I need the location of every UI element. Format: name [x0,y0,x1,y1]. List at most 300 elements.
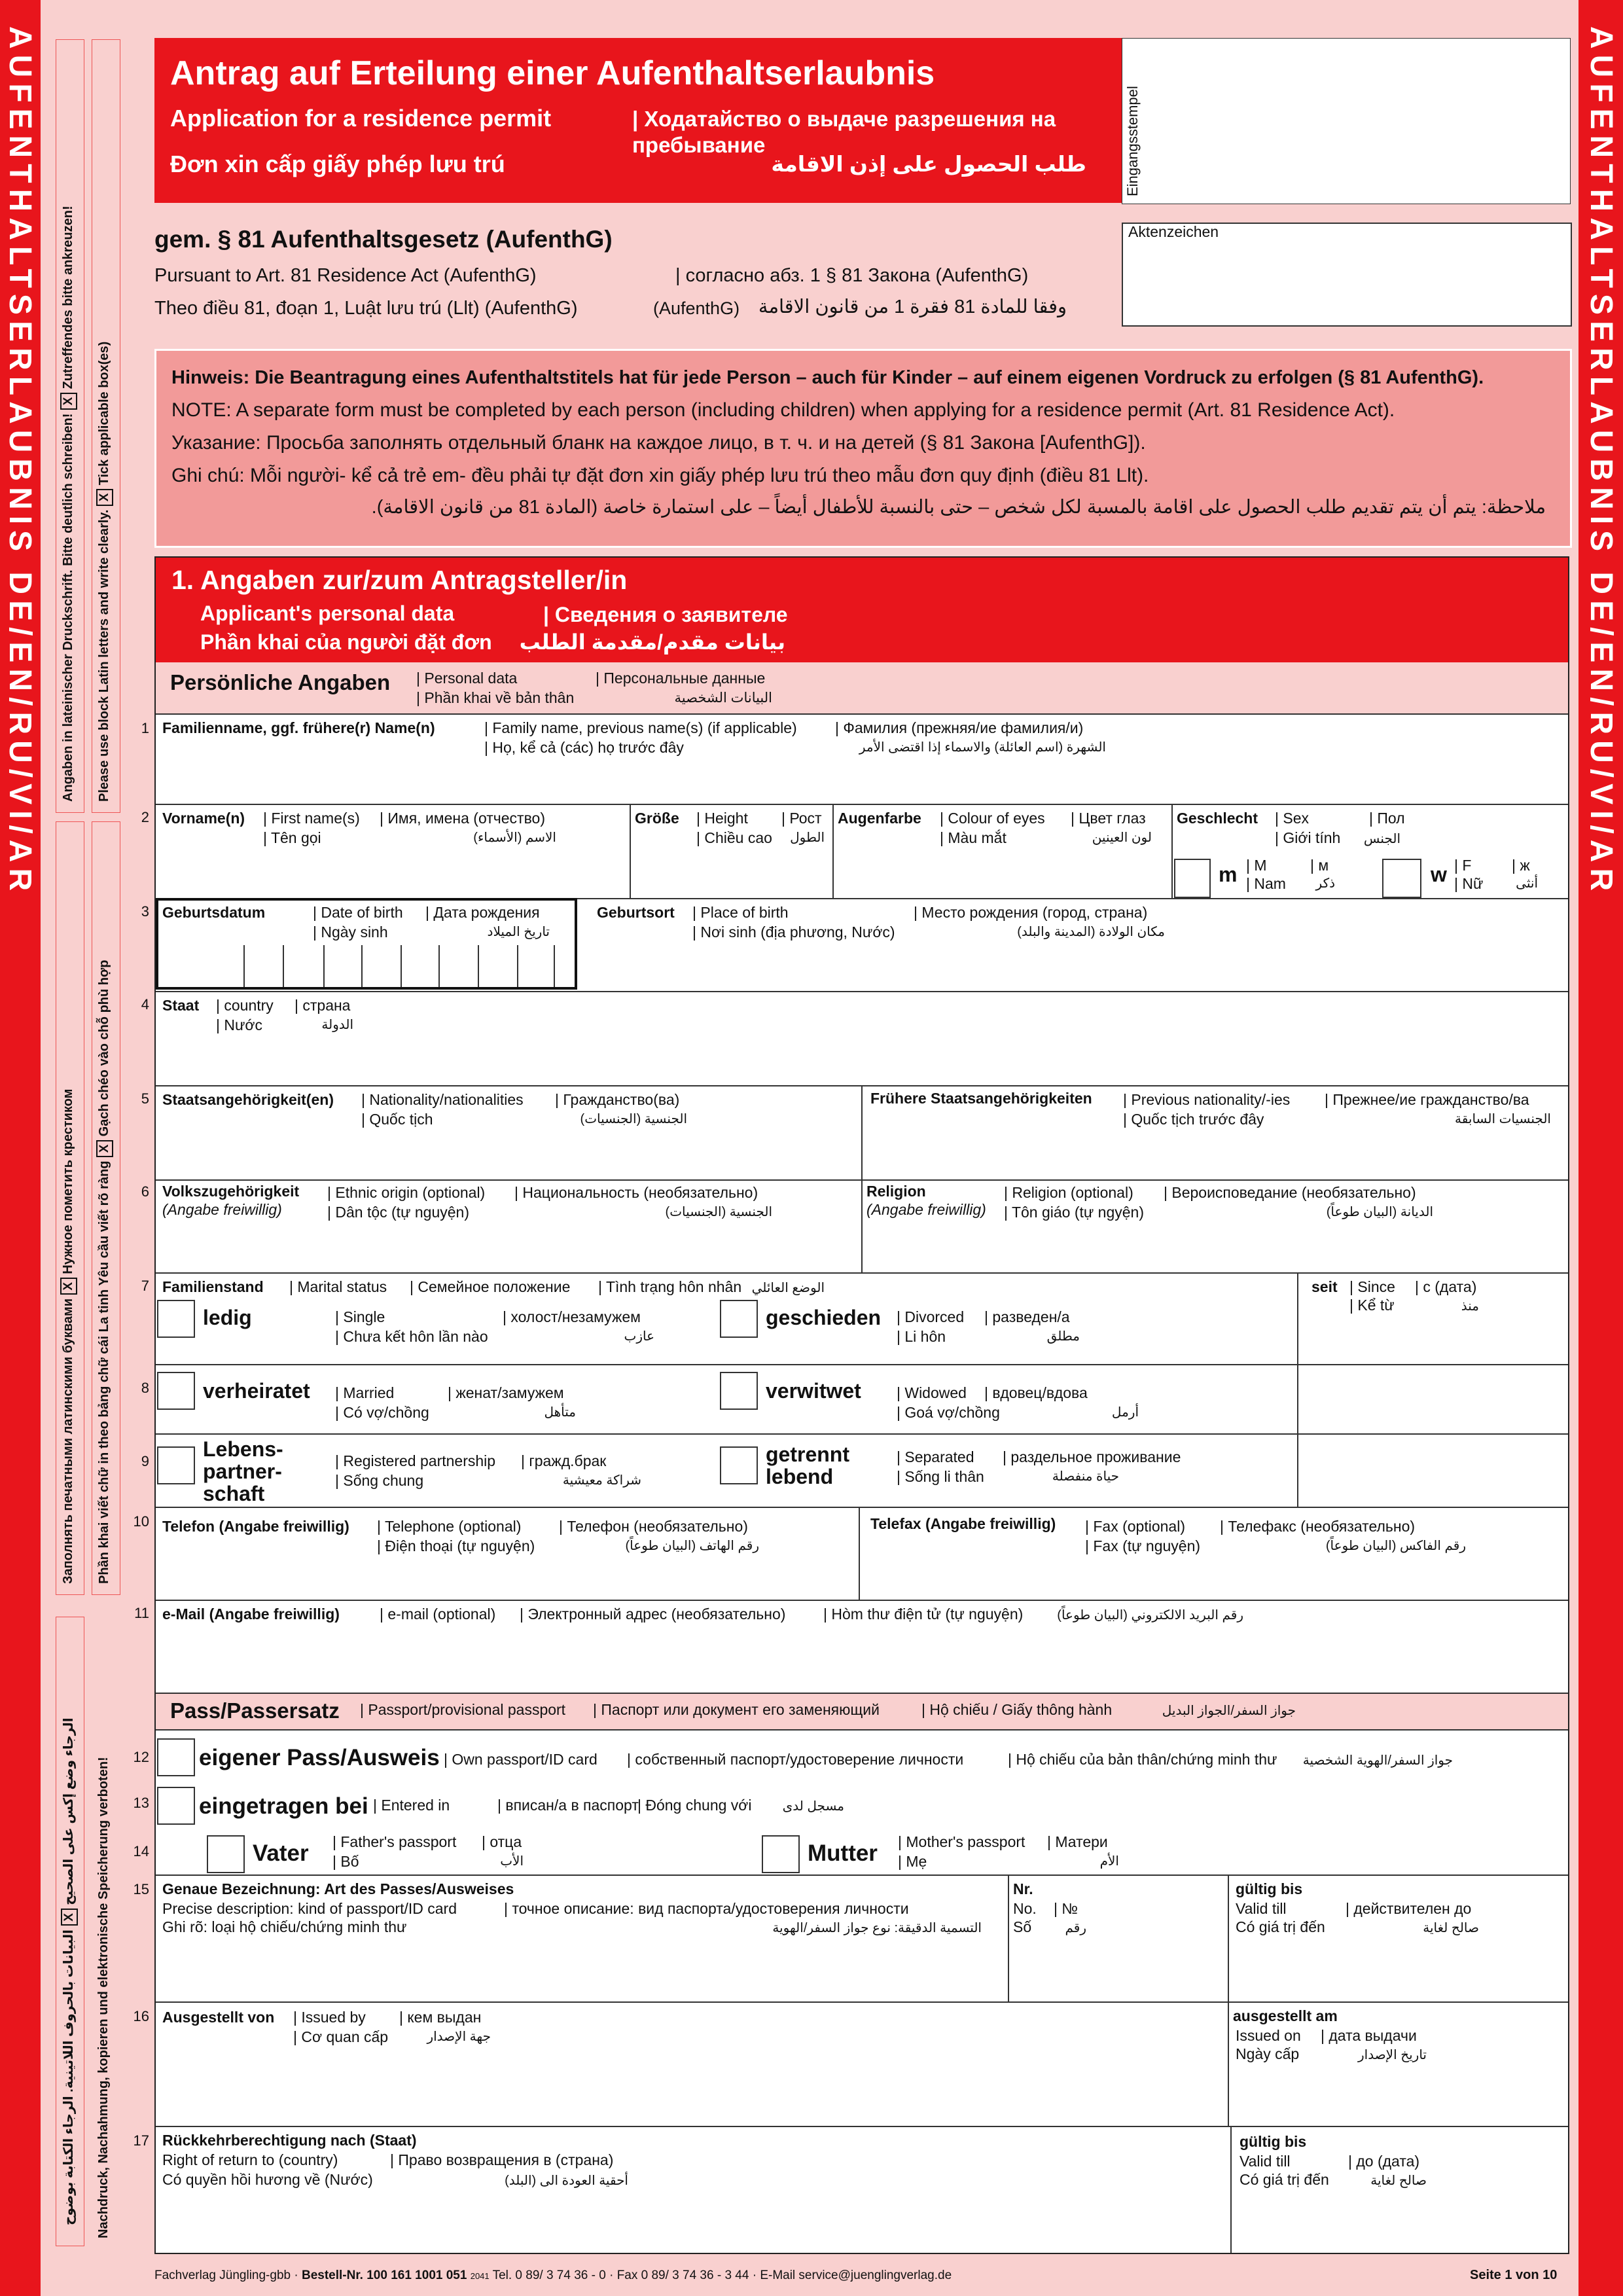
law-ar-ref: (AufenthG) [653,298,740,318]
passport-section-en: | Passport/provisional passport [360,1701,566,1718]
sex-female-vi: | Nữ [1454,875,1484,892]
col-divider [859,1507,860,1600]
row-divider [156,991,1568,992]
section1-title: 1. Angaben zur/zum Antragsteller/in [171,565,628,595]
issued-on-vi: Ngày cấp [1236,2045,1300,2062]
previous-nationality-label: Frühere Staatsangehörigkeiten [870,1090,1092,1107]
date-cell-tick [438,945,440,987]
father-ru: | отца [482,1833,522,1850]
footer-order-number: Bestell-Nr. 100 161 1001 051 [301,2269,467,2282]
place-of-birth-ar: مكان الولادة (المدينة والبلد) [1017,925,1165,939]
sex-male-en: | M [1246,857,1267,874]
date-of-birth-label: Geburtsdatum [162,904,266,921]
form-title-vi: Đơn xin cấp giấy phép lưu trú [170,151,505,177]
row-divider [156,713,1568,715]
note-de: Hinweis: Die Beantragung eines Aufenthaltstitels hat für jede Person – auch für Kinder – auf einem eigenen Vordruck zu erfolgen (§ 81 AufenthG). [171,367,1484,388]
col-divider [1228,1874,1229,2001]
form-title: Antrag auf Erteilung einer Aufenthaltserlaubnis [170,54,935,92]
country-label: Staat [162,997,200,1014]
nationality-vi: | Quốc tịch [361,1111,433,1128]
return-right-en: Right of return to (country) [162,2151,338,2168]
note-en: NOTE: A separate form must be completed by each person (including children) when applying for a residence permit (Art. 81 Residence Act). [171,399,1395,421]
first-name-label: Vorname(n) [162,810,245,827]
mother-ru: | Матери [1047,1833,1108,1850]
footer-publisher: Fachverlag Jüngling-gbb · [154,2269,298,2282]
entered-in-ru: | вписан/а в паспорт [497,1797,639,1814]
passport-number-ar: رقم [1065,1921,1086,1935]
eye-colour-ar: لون العينين [1092,831,1152,845]
fax-input[interactable] [861,1558,1565,1598]
single-en: | Single [335,1308,385,1325]
passport-valid-en: Valid till [1236,1900,1287,1917]
eye-colour-en: | Colour of eyes [940,810,1045,827]
return-valid-ru: | до (дата) [1348,2153,1420,2170]
issued-by-ar: جهة الإصدار [427,2030,491,2044]
col-divider [1230,2126,1232,2253]
sex-male-ar: ذكر [1315,876,1335,891]
return-right-input[interactable] [157,2193,1229,2251]
sex-label: Geschlecht [1177,810,1258,827]
passport-number-input[interactable] [1010,1941,1226,2000]
row-number: 10 [133,1513,149,1530]
sex-ru: | Пол [1369,810,1405,827]
return-valid-en: Valid till [1240,2153,1291,2170]
page-number: Seite 1 von 10 [1470,2268,1558,2282]
instruction-ar: الرجاء وضع إكس على الصحيح X البيانات بالحروف اللاتينية. الرجاء الكتابة بوضوح [60,1717,78,2225]
country-ar: الدولة [321,1018,353,1032]
sex-male-checkbox[interactable] [1174,859,1211,898]
row-divider [156,1600,1568,1601]
widowed-label: verwitwet [766,1379,861,1403]
family-name-label: Familienname, ggf. frühere(r) Name(n) [162,719,435,736]
col-divider [1008,1874,1009,2001]
divorced-ar: مطلق [1046,1329,1080,1344]
row-number: 3 [141,903,149,920]
married-ar: متأهل [544,1405,576,1420]
passport-number-label: Nr. [1013,1880,1033,1897]
religion-label: Religion [866,1183,926,1200]
own-passport-ar: جواز السفر/الهوية الشخصية [1302,1753,1453,1768]
separated-ar: حياة منفصلة [1052,1469,1119,1484]
sex-male-letter: m [1219,863,1238,886]
separated-vi: | Sống li thân [897,1468,984,1485]
instruction-de: Angaben in lateinischer Druckschrift. Bitte deutlich schreiben! X Zutreffendes bitte ankreuzen! [60,206,77,802]
instruction-en: Please use block Latin letters and write clearly. X Tick applicable box(es) [96,342,113,802]
own-passport-checkbox[interactable] [157,1738,195,1776]
religion-sub: (Angabe freiwillig) [866,1201,986,1218]
nationality-en: | Nationality/nationalities [361,1091,524,1108]
row-number: 11 [134,1605,149,1621]
note-vi: Ghi chú: Mỗi người- kể cả trẻ em- đều phải tự đặt đơn xin giấy phép lưu trú theo mẫu đơn quy định (điều 81 Llt). [171,465,1149,486]
law-ar: وفقا للمادة 81 فقرة 1 من قانون الاقامة [758,296,1067,317]
row-divider [156,2001,1568,2003]
row-number: 15 [133,1881,149,1897]
return-valid-input[interactable] [1233,2193,1565,2251]
issued-on-label: ausgestellt am [1233,2007,1338,2024]
row-number: 17 [133,2132,149,2149]
law-vi: Theo điều 81, đoạn 1, Luật lưu trú (Llt) (AufenthG) [154,298,578,319]
row-number: 12 [133,1749,149,1765]
personal-data-en: | Personal data [416,670,518,687]
left-edge-title: AUFENTHALTSERLAUBNIS DE/EN/RU/VI/AR [3,26,37,897]
country-input[interactable] [157,1038,1564,1083]
section1-en: Applicant's personal data [200,601,455,625]
footer-code: 2041 [470,2271,490,2281]
row-number: 14 [133,1843,149,1859]
row-divider [156,2126,1568,2127]
ethnic-origin-label: Volkszugehörigkeit [162,1183,300,1200]
passport-type-label: Genaue Bezeichnung: Art des Passes/Ausweises [162,1880,514,1897]
ethnic-origin-input[interactable] [157,1225,860,1270]
nationality-label: Staatsangehörigkeit(en) [162,1091,334,1108]
own-passport-vi: | Hộ chiếu của bản thân/chứng minh thư [1008,1751,1277,1768]
telephone-ru: | Телефон (необязательно) [559,1518,748,1535]
sex-female-ru: | ж [1512,857,1530,874]
telephone-en: | Telephone (optional) [377,1518,522,1535]
place-of-birth-en: | Place of birth [692,904,789,921]
married-vi: | Có vợ/chồng [335,1404,429,1421]
marital-status-en: | Marital status [289,1278,387,1295]
col-divider [1297,1272,1298,1507]
return-right-ar: أحقية العودة الى (البلد) [505,2174,628,2188]
issued-by-en: | Issued by [293,2009,366,2026]
date-cell-tick [517,945,518,987]
mother-en: | Mother's passport [898,1833,1026,1850]
family-name-ru: | Фамилия (прежняя/ие фамилия/и) [835,719,1084,736]
sex-vi: | Giới tính [1275,829,1341,846]
since-ar: منذ [1461,1299,1479,1314]
religion-input[interactable] [863,1225,1565,1270]
entered-in-vi: | Đóng chung với [637,1797,752,1814]
section1-vi: Phần khai của người đặt đơn [200,630,492,654]
married-label: verheiratet [203,1379,310,1403]
ethnic-origin-sub: (Angabe freiwillig) [162,1201,282,1218]
religion-ar: الديانة (البيان طوعاً) [1326,1205,1433,1219]
divorced-vi: | Li hôn [897,1328,946,1345]
date-cell-tick [554,945,555,987]
separated-checkbox[interactable] [720,1446,758,1484]
divorced-label: geschieden [766,1306,882,1329]
own-passport-en: | Own passport/ID card [444,1751,597,1768]
widowed-checkbox[interactable] [720,1372,758,1410]
return-right-ru: | Право возвращения в (страна) [390,2151,614,2168]
mother-label: Mutter [808,1840,878,1866]
since-input[interactable] [1300,1318,1565,1505]
widowed-en: | Widowed [897,1384,967,1401]
row-divider [156,804,1568,805]
passport-type-ar: التسمية الدقيقة: نوع جواز السفر/الهوية [772,1921,982,1935]
email-en: | e-mail (optional) [380,1605,496,1623]
nationality-ar: الجنسية (الجنسيات) [580,1112,687,1126]
since-ru: | с (дата) [1415,1278,1477,1295]
entered-in-en: | Entered in [373,1797,450,1814]
law-en: Pursuant to Art. 81 Residence Act (AufenthG) [154,265,537,286]
issued-on-ru: | дата выдачи [1321,2027,1417,2044]
divorced-ru: | разведен/а [984,1308,1070,1325]
return-right-label: Rückkehrberechtigung nach (Staat) [162,2132,417,2149]
return-valid-vi: Có giá trị đến [1240,2171,1329,2188]
sex-ar: الجنس [1363,832,1400,846]
fax-ru: | Телефакс (необязательно) [1220,1518,1416,1535]
marital-status-ru: | Семейное положение [410,1278,571,1295]
telephone-label: Telefon (Angabe freiwillig) [162,1518,349,1535]
file-number-label: Aktenzeichen [1128,223,1219,240]
email-label: e-Mail (Angabe freiwillig) [162,1605,340,1623]
eye-colour-vi: | Màu mắt [940,829,1007,846]
marital-status-ar: الوضع العائلي [751,1281,825,1295]
note-ar: ملاحظة: يتم أن يتم تقديم طلب الحصول على اقامة بالمسبة لكل شخص – حتى بالنسبة للأطفال أيضاً – على استمارة خاصة (المادة 81 من قانون الاقامة). [371,497,1546,518]
first-name-input[interactable] [157,851,628,895]
religion-ru: | Вероисповедание (необязательно) [1164,1184,1416,1201]
telephone-ar: رقم الهاتف (البيان طوعاً) [625,1539,759,1553]
stamp-box [1122,38,1571,204]
passport-number-vi: Số [1013,1918,1032,1935]
father-passport-checkbox[interactable] [207,1835,245,1873]
row-number: 9 [141,1453,149,1469]
single-vi: | Chưa kết hôn lần nào [335,1328,488,1345]
date-of-birth-vi: | Ngày sinh [313,924,388,941]
first-name-ru: | Имя, имена (отчество) [380,810,545,827]
sex-female-checkbox[interactable] [1382,859,1421,898]
passport-number-ru: | № [1054,1900,1079,1917]
previous-nationality-ru: | Прежнее/ие гражданство/ва [1325,1091,1529,1108]
form-title-en: Application for a residence permit [170,105,552,132]
father-ar: الأب [500,1854,524,1869]
section1-ar: بيانات مقدم/مقدمة الطلب [519,630,785,654]
email-ru: | Электронный адрес (необязательно) [520,1605,786,1623]
single-label: ledig [203,1306,252,1329]
personal-data-ru: | Персональные данные [596,670,766,687]
passport-valid-label: gültig bis [1236,1880,1303,1897]
separated-label-2: lebend [766,1465,834,1488]
partnership-ru: | гражд.брак [521,1452,607,1469]
widowed-ar: أرمل [1111,1405,1139,1420]
date-cell-tick [283,945,284,987]
copy-notice: Nachdruck, Nachahmung, kopieren und elektronische Speicherung verboten! [96,1757,111,2238]
footer-contact: Tel. 0 89/ 3 74 36 - 0 · Fax 0 89/ 3 74 36 - 3 44 · E-Mail service@juenglingverlag.de [492,2269,952,2282]
passport-section-ar: جواز السفر/الجواز البديل [1162,1704,1296,1718]
issued-by-vi: | Cơ quan cấp [293,2028,389,2045]
partnership-label-2: partner- [203,1460,282,1483]
return-valid-ar: صالح لغاية [1370,2174,1427,2188]
separated-ru: | раздельное проживание [1003,1448,1181,1465]
partnership-checkbox[interactable] [157,1446,195,1484]
instruction-vi: Phần khai viết chữ in theo bảng chữ cái La tinh Yêu cầu viết rõ ràng X Gạch chéo vào chỗ phù hợp [96,960,113,1584]
since-label: seit [1311,1278,1338,1295]
height-ru: | Рост [781,810,822,827]
issued-on-en: Issued on [1236,2027,1301,2044]
sex-female-ar: أنثى [1516,876,1538,891]
passport-type-en: Precise description: kind of passport/ID card [162,1900,457,1917]
fax-ar: رقم الفاكس (البيان طوعاً) [1325,1539,1466,1553]
passport-section-ru: | Паспорт или документ его заменяющий [593,1701,880,1718]
date-cell-tick [401,945,402,987]
married-en: | Married [335,1384,395,1401]
form-title-ru: | Ходатайство о выдаче разрешения на пребывание [632,107,1056,157]
row-divider [156,1874,1568,1876]
date-cell-tick [478,945,479,987]
first-name-ar: الاسم (الأسماء) [473,831,556,845]
col-divider [1171,804,1173,898]
own-passport-ru: | собственный паспорт/удостоверение личности [627,1751,964,1768]
height-label: Größe [635,810,679,827]
divorced-checkbox[interactable] [720,1300,758,1338]
country-ru: | страна [294,997,351,1014]
passport-type-ru: | точное описание: вид паспорта/удостоверения личности [504,1900,909,1917]
religion-en: | Religion (optional) [1004,1184,1133,1201]
issued-by-label: Ausgestellt von [162,2009,275,2026]
email-ar: رقم البريد الالكتروني (البيان طوعاً) [1057,1608,1243,1623]
eye-colour-input[interactable] [834,851,1170,895]
law-ru: | согласно абз. 1 § 81 Закона (AufenthG) [675,265,1029,286]
single-ar: عازب [624,1329,654,1344]
row-divider [156,1272,1568,1274]
right-edge-title: AUFENTHALTSERLAUBNIS DE/EN/RU/VI/AR [1584,26,1618,897]
footer-line [154,2266,952,2286]
place-of-birth-ru: | Место рождения (город, страна) [914,904,1148,921]
date-of-birth-ru: | Дата рождения [425,904,540,921]
ethnic-origin-en: | Ethnic origin (optional) [327,1184,486,1201]
previous-nationality-en: | Previous nationality/-ies [1123,1091,1291,1108]
stamp-label: Eingangsstempel [1124,86,1141,196]
partnership-label-1: Lebens- [203,1437,283,1461]
single-ru: | холост/незамужем [503,1308,641,1325]
instruction-ru: Заполнять печатными латинскими буквами X Нужное пометить крестиком [60,1089,77,1584]
own-passport-label: eigener Pass/Ausweis [199,1745,440,1770]
height-input[interactable] [631,851,831,895]
entered-in-ar: مسجل لدى [782,1799,844,1814]
passport-section-vi: | Hộ chiếu / Giấy thông hành [921,1701,1113,1718]
passport-valid-ar: صالح لغاية [1423,1921,1479,1935]
first-name-vi: | Tên gọi [263,829,321,846]
date-cell-tick [243,945,245,987]
sex-female-en: | F [1454,857,1472,874]
passport-type-vi: Ghi rõ: loại hộ chiếu/chứng minh thư [162,1918,407,1935]
section1-ru: | Сведения о заявителе [543,603,788,626]
previous-nationality-vi: | Quốc tịch trước đây [1123,1111,1264,1128]
fax-vi: | Fax (tự nguyện) [1085,1537,1201,1554]
country-vi: | Nước [216,1016,262,1033]
mother-ar: الأم [1099,1854,1119,1869]
place-of-birth-input[interactable] [579,945,1565,988]
passport-section-title: Pass/Passersatz [170,1698,340,1723]
separated-label-1: getrennt [766,1443,849,1466]
telephone-vi: | Điện thoại (tự nguyện) [377,1537,535,1554]
family-name-input[interactable] [157,761,1564,801]
widowed-vi: | Goá vợ/chồng [897,1404,1000,1421]
personal-data-vi: | Phần khai về bản thân [416,689,575,706]
married-checkbox[interactable] [157,1372,195,1410]
row-number: 2 [141,809,149,825]
date-cell-tick [361,945,363,987]
personal-data-ar: البيانات الشخصية [674,691,772,706]
marital-status-label: Familienstand [162,1278,264,1295]
date-of-birth-ar: تاريخ الميلاد [487,925,550,939]
row-number: 16 [133,2008,149,2024]
nationality-ru: | Гражданство(ва) [555,1091,680,1108]
row-number: 4 [141,996,149,1013]
ethnic-origin-ar: الجنسية (الجنسيات) [665,1205,772,1219]
passport-number-en: No. [1013,1900,1037,1917]
fax-label: Telefax (Angabe freiwillig) [870,1515,1056,1532]
col-divider [1228,2001,1229,2126]
email-input[interactable] [157,1630,1564,1690]
row-number: 7 [141,1278,149,1294]
row-number: 1 [141,720,149,736]
issued-by-input[interactable] [157,2051,1226,2123]
sex-female-letter: w [1431,863,1447,886]
eye-colour-label: Augenfarbe [838,810,921,827]
note-ru: Указание: Просьба заполнять отдельный бланк на каждое лицо, в т. ч. и на детей (§ 81 Закона [AufenthG]). [171,432,1146,454]
issued-on-ar: تاريخ الإصدار [1357,2048,1427,2062]
height-ar: الطول [790,831,825,845]
row-number: 8 [141,1380,149,1396]
previous-nationality-input[interactable] [863,1132,1565,1177]
row-number: 6 [141,1183,149,1200]
email-vi: | Hòm thư điện tử (tự nguyện) [823,1605,1024,1623]
father-label: Vater [253,1840,309,1866]
sex-male-ru: | м [1310,857,1329,874]
passport-type-input[interactable] [157,1941,1007,2000]
place-of-birth-label: Geburtsort [597,904,675,921]
partnership-label-3: schaft [203,1482,265,1505]
date-cell-tick [323,945,325,987]
widowed-ru: | вдовец/вдова [984,1384,1088,1401]
since-vi: | Kể từ [1349,1297,1395,1314]
father-en: | Father's passport [332,1833,457,1850]
partnership-en: | Registered partnership [335,1452,496,1469]
nationality-input[interactable] [157,1132,860,1177]
partnership-ar: شراكة معيشية [562,1473,641,1488]
ethnic-origin-vi: | Dân tộc (tự nguyện) [327,1204,469,1221]
passport-valid-input[interactable] [1230,1941,1565,2000]
issued-by-ru: | кем выдан [399,2009,482,2026]
first-name-en: | First name(s) [263,810,360,827]
sex-male-vi: | Nam [1246,875,1286,892]
issued-on-input[interactable] [1230,2068,1565,2123]
telephone-input[interactable] [157,1558,857,1598]
law-de: gem. § 81 Aufenthaltsgesetz (AufenthG) [154,226,613,253]
eye-colour-ru: | Цвет глаз [1071,810,1146,827]
divorced-en: | Divorced [897,1308,965,1325]
family-name-vi: | Họ, kể cả (các) họ trước đây [484,739,684,756]
mother-passport-checkbox[interactable] [762,1835,800,1873]
partnership-vi: | Sống chung [335,1472,424,1489]
sex-en: | Sex [1275,810,1309,827]
single-checkbox[interactable] [157,1300,195,1338]
return-right-vi: Có quyền hồi hương về (Nước) [162,2171,373,2188]
fax-en: | Fax (optional) [1085,1518,1185,1535]
date-of-birth-en: | Date of birth [313,904,403,921]
family-name-ar: الشهرة (اسم العائلة) والاسماء إذا اقتضى الأمر [859,740,1106,755]
row-number: 5 [141,1090,149,1107]
place-of-birth-vi: | Nơi sinh (địa phương, Nước) [692,924,895,941]
previous-nationality-ar: الجنسيات السابقة [1455,1112,1551,1126]
entered-in-checkbox[interactable] [157,1787,195,1825]
entered-in-label: eingetragen bei [199,1793,368,1819]
separated-en: | Separated [897,1448,974,1465]
height-en: | Height [696,810,748,827]
father-vi: | Bố [332,1853,359,1870]
passport-valid-ru: | действителен до [1346,1900,1472,1917]
personal-data-de: Persönliche Angaben [170,670,391,694]
married-ru: | женат/замужем [448,1384,564,1401]
family-name-en: | Family name, previous name(s) (if applicable) [484,719,797,736]
passport-valid-vi: Có giá trị đến [1236,1918,1325,1935]
marital-status-vi: | Tình trạng hôn nhân [598,1278,742,1295]
row-divider [156,1507,1568,1508]
form-title-ar: طلب الحصول على إذن الاقامة [771,152,1086,176]
